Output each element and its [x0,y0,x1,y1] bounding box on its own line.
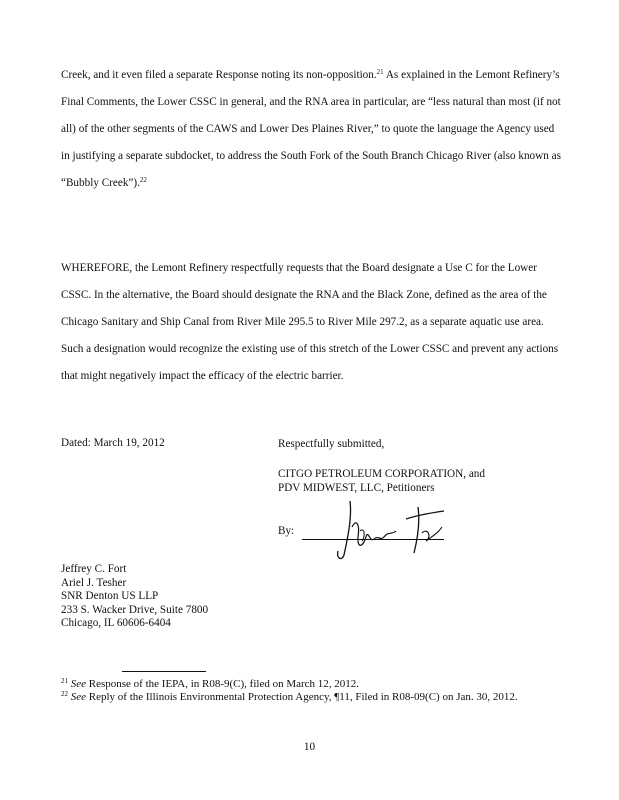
footnote-text: Reply of the Illinois Environmental Protection Agency, ¶11, Filed in R08-09(C) on Jan. 30, 2012. [86,691,518,703]
footnote-ref-21: 21 [376,68,384,76]
dated-line: Dated: March 19, 2012 [61,437,165,449]
footnote-see: See [70,691,87,703]
paragraph-2: WHEREFORE, the Lemont Refinery respectfully requests that the Board designate a Use C for the Lower CSSC. In the alternative, the Board should designate the RNA and the Black Zone, defined as the area of the Chicago Sanitary and Ship Canal from River Mile 295.5 to River Mile 297.2, as a separate aquatic use area. Such a designation would recognize the existing use of this stretch of the Lower CSSC and prevent any actions that might negatively impact the efficacy of the electric barrier. [61,262,559,382]
address-line: Chicago, IL 60606-6404 [61,617,171,630]
footnotes [61,678,571,704]
footnote-21 [61,678,571,691]
page-number: 10 [303,741,316,753]
by-row [278,511,568,551]
address-line: SNR Denton US LLP [61,590,159,603]
respectfully-submitted: Respectfully submitted, [278,438,385,450]
handwritten-signature [322,497,462,567]
paragraph-1-text-a: Creek, and it even filed a separate Response noting its non-opposition. [61,69,377,81]
paragraph-1-text-b: As explained in the Lemont Refinery’s Final Comments, the Lower CSSC in general, and the RNA area in particular, are “less natural than most (if not all) of the other segments of the CAWS and Lower Des Plaines River,” to quote the language the Agency used in justifying a separate subdocket, to address the South Fork of the South Branch Chicago River (also known as “Bubbly Creek”). [61,69,561,189]
party-line-2: PDV MIDWEST, LLC, Petitioners [278,482,435,494]
address-line: Ariel J. Tesher [61,576,127,589]
footnote-number: 21 [61,677,68,685]
footnote-ref-22: 22 [139,176,147,184]
footnote-number: 22 [61,690,68,698]
attorney-address [61,563,208,631]
paragraph-1 [61,62,561,197]
footnote-separator [122,671,206,672]
signature-block [278,437,568,551]
footnote-22 [61,691,571,704]
address-line: Jeffrey C. Fort [61,563,127,575]
by-label: By: [278,525,295,537]
footnote-see: See [70,678,87,690]
footnote-text: Response of the IEPA, in R08-9(C), filed on March 12, 2012. [86,678,360,690]
party-line-1: CITGO PETROLEUM CORPORATION, and [278,468,485,480]
address-line: 233 S. Wacker Drive, Suite 7800 [61,603,209,616]
